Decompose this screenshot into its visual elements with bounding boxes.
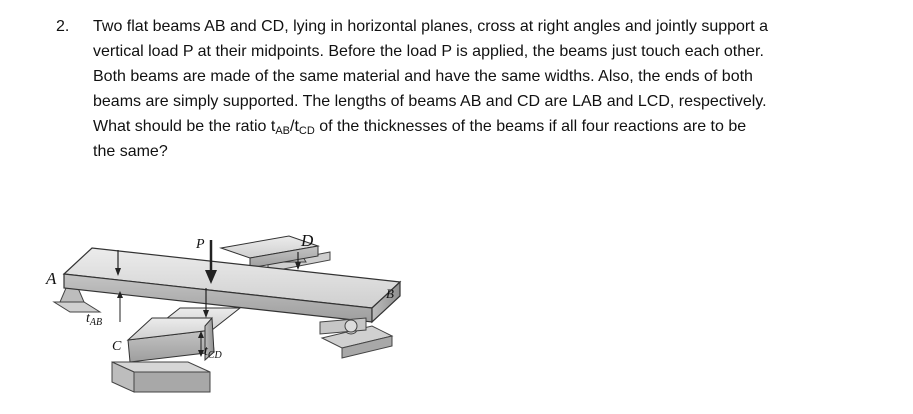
- problem-line-2: vertical load P at their midpoints. Before the load P is applied, the beams just touch each other.: [93, 43, 764, 60]
- thickness-dim-ab: [117, 291, 123, 322]
- label-d: D: [301, 231, 314, 250]
- label-t-ab-sub: AB: [89, 317, 103, 328]
- problem-line-6: the same?: [93, 143, 168, 160]
- problem-line-4: beams are simply supported. The lengths of beams AB and CD are LAB and LCD, respectively.: [93, 93, 767, 110]
- label-t-cd-sub: CD: [207, 350, 222, 361]
- label-t-ab-t: t: [86, 311, 90, 326]
- beam-ab: [64, 248, 400, 334]
- ratio-suffix: of the thicknesses of the beams if all four reactions are to be: [314, 118, 747, 135]
- ratio-prefix: What should be the ratio t: [93, 118, 276, 135]
- support-c: [112, 362, 210, 392]
- ratio-sub-cd: CD: [298, 125, 315, 137]
- label-c: C: [112, 339, 122, 354]
- ratio-slash: /t: [290, 118, 299, 135]
- label-t-ab: [86, 311, 102, 328]
- problem-line-3: Both beams are made of the same material and have the same widths. Also, the ends of both: [93, 68, 753, 85]
- problem-number: 2.: [56, 18, 70, 35]
- label-p: P: [196, 237, 205, 252]
- label-t-cd-t: t: [204, 344, 208, 359]
- problem-line-1: Two flat beams AB and CD, lying in horizontal planes, cross at right angles and jointly support a: [93, 18, 769, 35]
- ratio-sub-ab: AB: [275, 125, 291, 137]
- label-a: A: [46, 269, 57, 288]
- label-b: B: [386, 286, 394, 301]
